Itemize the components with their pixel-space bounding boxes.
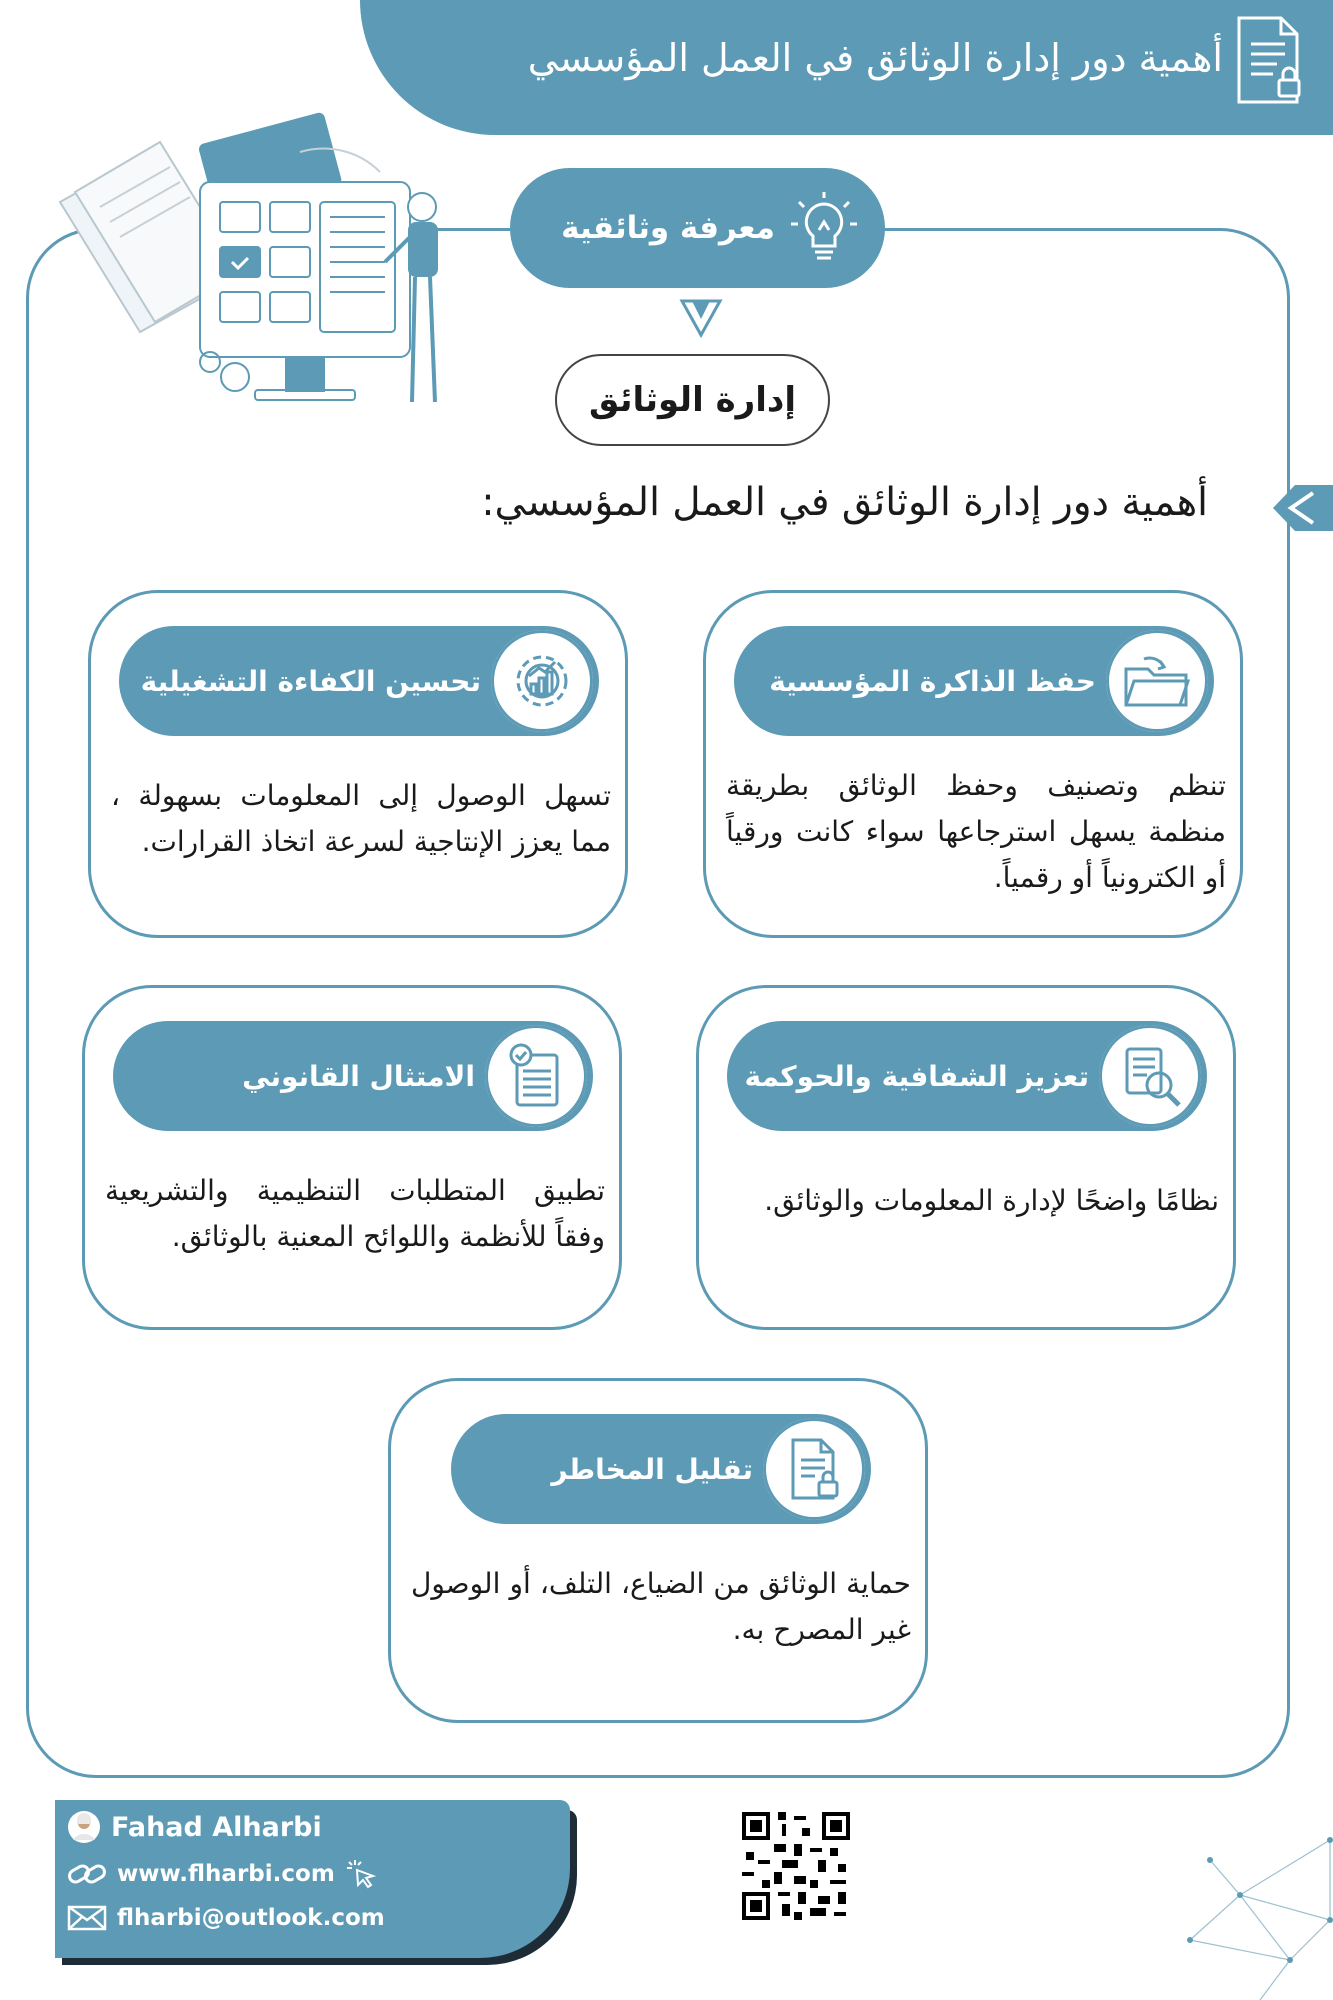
cursor-click-icon <box>345 1858 377 1890</box>
card-operational-efficiency <box>88 590 628 938</box>
network-decoration <box>1180 1800 1333 2000</box>
card-risk-reduction <box>388 1378 928 1723</box>
card-body: نظامًا واضحًا لإدارة المعلومات والوثائق. <box>764 1184 1219 1217</box>
secure-document-icon <box>1235 14 1305 106</box>
card-legal-compliance <box>82 985 622 1330</box>
link-icon <box>67 1860 107 1888</box>
avatar <box>67 1810 101 1844</box>
card-title-pill <box>727 1021 1207 1131</box>
card-title: تحسين الكفاءة التشغيلية <box>140 664 481 698</box>
locked-document-icon <box>763 1418 865 1520</box>
card-institutional-memory <box>703 590 1243 938</box>
website-link[interactable]: www.flharbi.com <box>117 1861 335 1887</box>
card-title: تعزيز الشفافية والحوكمة <box>744 1059 1089 1093</box>
knowledge-badge <box>510 168 885 288</box>
website-row[interactable] <box>67 1858 377 1890</box>
author-row <box>67 1810 322 1844</box>
email-link[interactable]: flharbi@outlook.com <box>117 1905 385 1931</box>
card-title-pill <box>119 626 599 736</box>
folder-icon <box>1106 630 1208 732</box>
arrow-down-icon <box>678 295 724 341</box>
mail-icon <box>67 1904 107 1932</box>
knowledge-badge-label: معرفة وثائقية <box>561 210 775 246</box>
gear-chart-icon <box>491 630 593 732</box>
lightbulb-icon <box>789 190 859 266</box>
qr-code[interactable] <box>742 1812 850 1920</box>
card-title: تقليل المخاطر <box>551 1452 753 1486</box>
header-banner <box>360 0 1333 135</box>
chevron-left-icon <box>1273 485 1333 531</box>
topic-pill: إدارة الوثائق <box>555 354 830 446</box>
magnifier-document-icon <box>1099 1025 1201 1127</box>
card-title: حفظ الذاكرة المؤسسية <box>769 664 1096 698</box>
header-title: أهمية دور إدارة الوثائق في العمل المؤسسي <box>527 36 1223 80</box>
card-body: حماية الوثائق من الضياع، التلف، أو الوصول غير المصرح به. <box>411 1567 911 1646</box>
footer-card <box>55 1800 570 1958</box>
card-transparency-governance <box>696 985 1236 1330</box>
email-row[interactable] <box>67 1904 385 1932</box>
document-management-illustration <box>40 112 480 422</box>
card-body: تنظم وتصنيف وحفظ الوثائق بطريقة منظمة يسهل استرجاعها سواء كانت ورقياً أو الكترونياً أو رقمياً. <box>726 769 1226 894</box>
section-heading: أهمية دور إدارة الوثائق في العمل المؤسسي: <box>481 480 1208 525</box>
card-body: تطبيق المتطلبات التنظيمية والتشريعية وفقاً للأنظمة واللوائح المعنية بالوثائق. <box>105 1174 605 1253</box>
card-body: تسهل الوصول إلى المعلومات بسهولة ، مما يعزز الإنتاجية لسرعة اتخاذ القرارات. <box>111 779 611 858</box>
card-title: الامتثال القانوني <box>242 1059 475 1093</box>
author-name: Fahad Alharbi <box>111 1811 322 1843</box>
card-title-pill <box>451 1414 871 1524</box>
card-title-pill <box>113 1021 593 1131</box>
certified-document-icon <box>485 1025 587 1127</box>
card-title-pill <box>734 626 1214 736</box>
